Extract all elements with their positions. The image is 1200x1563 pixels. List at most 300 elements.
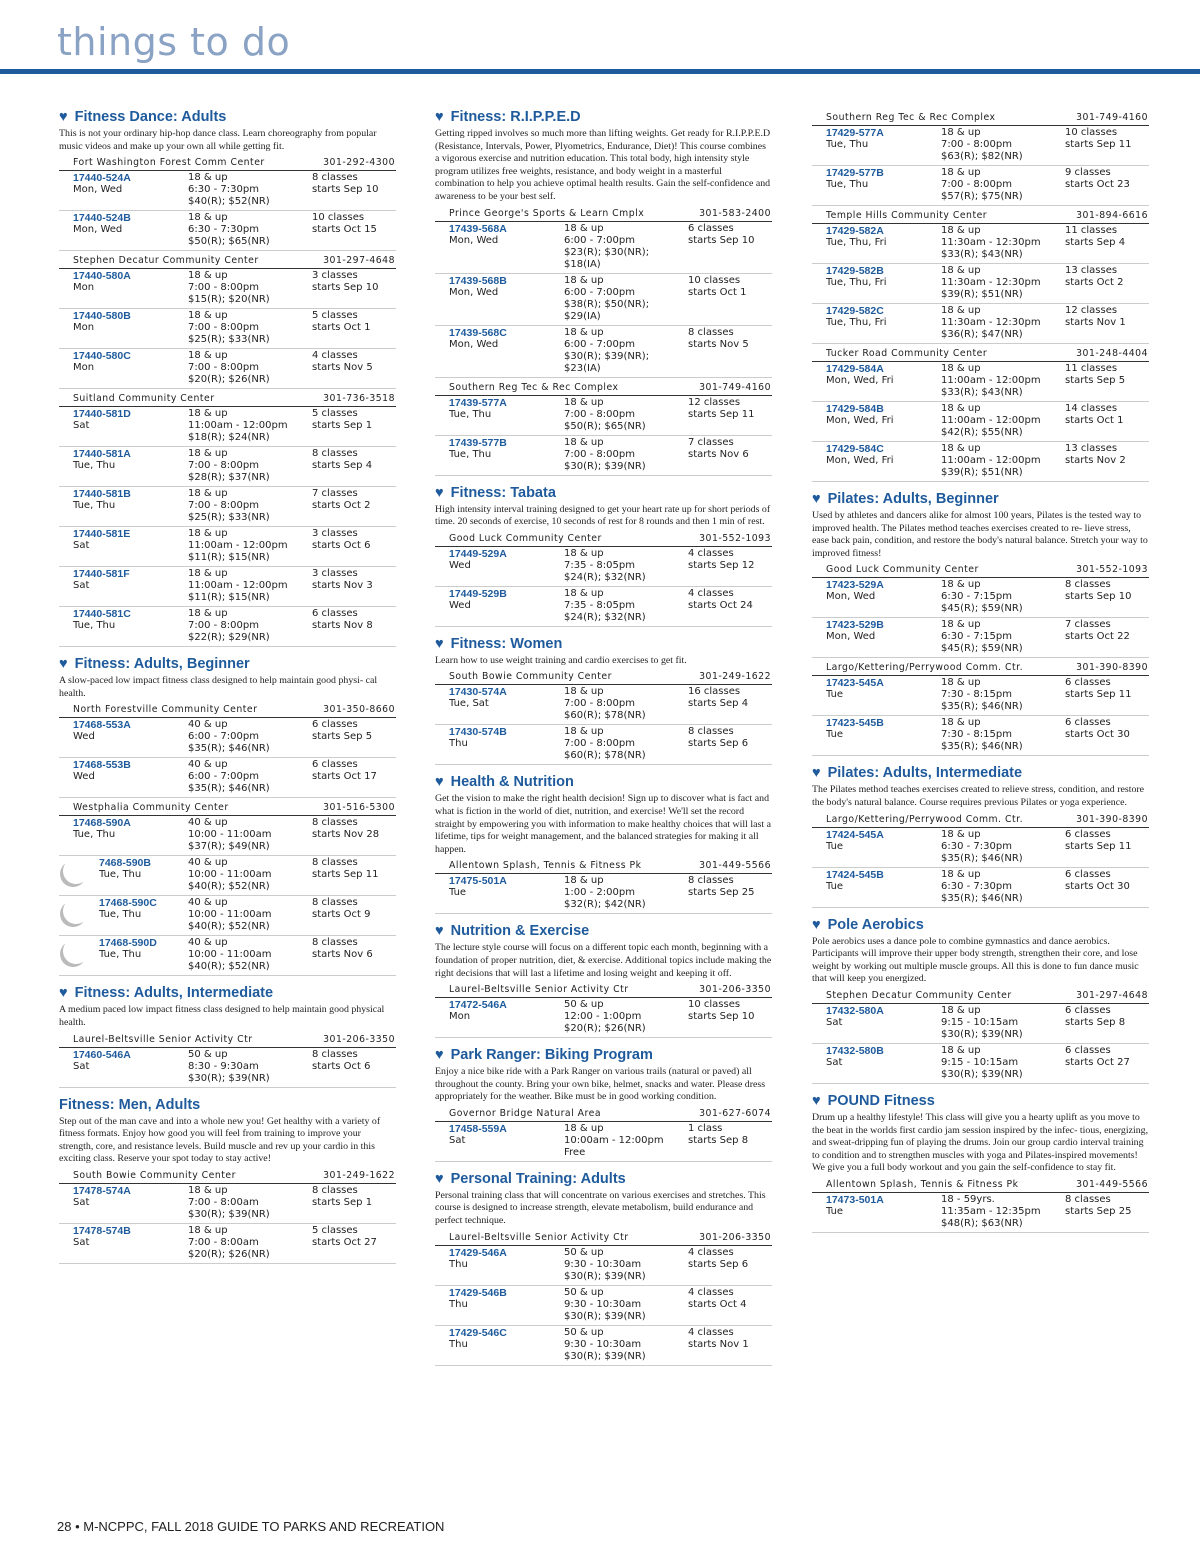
location-name: North Forestville Community Center [73,704,258,716]
class-details-cell [941,443,1065,479]
class-code[interactable]: 17429-546A [449,1246,507,1259]
class-count-cell [688,726,772,762]
class-days: Wed [449,599,471,611]
class-code[interactable]: 17468-590C [99,897,157,910]
table-row [59,1184,396,1224]
section-title-text: Pilates: Adults, Beginner [827,491,999,507]
class-count-cell [688,548,772,584]
class-time: 11:00am - 12:00pm [941,375,1041,386]
location-name: Tucker Road Community Center [826,348,988,359]
class-age: 18 & up [941,265,981,276]
class-details-cell [188,350,312,386]
class-days: Tue, Thu [73,460,116,472]
class-code[interactable]: 17440-581E [73,528,131,541]
class-count: 5 classes [312,408,358,420]
class-count-cell [312,212,396,248]
class-age: 18 & up [188,310,228,322]
class-count: 6 classes [1065,717,1111,729]
class-details-cell [941,363,1065,399]
class-code-cell [826,403,941,439]
class-count-cell [312,937,396,973]
class-code[interactable]: 17440-580B [73,310,131,323]
table-row [59,567,396,607]
class-details-cell [941,265,1065,301]
class-start: starts Sep 5 [312,731,373,743]
program-section [435,773,772,914]
class-count: 13 classes [1065,443,1118,454]
section-description: This is not your ordinary hip-hop dance class. Learn choreography from popular music videos and make up your own all while getting fit. [59,128,377,152]
class-start: starts Sep 11 [312,869,379,881]
class-time: 10:00 - 11:00am [188,949,272,961]
table-row [435,685,772,725]
class-start: starts Nov 2 [1065,455,1126,466]
class-code[interactable]: 17429-582A [826,225,884,237]
class-code[interactable]: 17468-590A [73,817,131,830]
class-count-cell [312,897,396,933]
class-code[interactable]: 17429-577B [826,167,884,179]
class-code-cell [826,579,941,615]
class-code-cell [449,275,564,323]
class-fee: $35(R); $46(NR) [941,741,1023,753]
class-days: Tue, Sat [449,698,489,710]
class-code-cell [826,869,941,905]
class-fee: $20(R); $26(NR) [564,1023,646,1035]
column-1 [59,108,396,1272]
table-row [59,349,396,389]
class-start: starts Sep 1 [312,1196,373,1208]
class-days: Mon [449,1011,471,1023]
class-code[interactable]: 17468-553A [73,719,131,732]
class-fee: $35(R); $46(NR) [188,783,270,795]
location-header [435,380,772,396]
class-count: 8 classes [688,326,734,338]
section-title-text: Pilates: Adults, Intermediate [827,765,1023,782]
class-age: 18 & up [564,875,604,887]
class-code[interactable]: 17449-529B [449,587,507,600]
location-phone: 301-249-1622 [699,671,771,683]
class-details-cell [941,1194,1065,1230]
table-row [59,856,396,896]
class-days: Tue, Thu [449,448,492,460]
class-count: 4 classes [688,1246,734,1258]
class-fee: $50(R); $65(NR) [564,420,646,432]
class-start: starts Sep 25 [688,887,755,899]
class-time: 7:00 - 8:00pm [188,282,259,294]
table-row [435,1326,772,1366]
class-age: 18 & up [941,868,981,880]
class-start: starts Oct 30 [1065,880,1130,892]
class-code[interactable]: 17429-584B [826,403,884,415]
class-code[interactable]: 17429-577A [826,127,884,139]
class-fee: $20(R); $26(NR) [188,374,270,386]
class-days: Tue, Thu, Fri [826,237,887,248]
class-days: Sat [73,540,90,552]
class-details-cell [564,437,688,473]
class-details-cell [564,548,688,584]
location-name: Suitland Community Center [73,393,215,405]
class-fee: $11(R); $15(NR) [188,552,270,564]
class-time: 7:00 - 8:00am [188,1196,259,1208]
class-time: 11:00am - 12:00pm [941,415,1041,426]
location-header [59,155,396,171]
class-days: Sat [73,1196,90,1208]
class-code[interactable]: 17430-574B [449,726,507,739]
class-start: starts Sep 4 [688,698,749,710]
class-code[interactable]: 17429-546C [449,1326,507,1339]
class-code[interactable]: 17468-553B [73,759,131,772]
table-row [812,126,1149,166]
class-code[interactable]: 17475-501A [449,875,507,888]
class-start: starts Oct 1 [1065,415,1124,426]
class-code-cell [826,167,941,203]
class-age: 18 & up [941,579,981,591]
class-count: 8 classes [1065,579,1111,591]
class-time: 6:00 - 7:00pm [564,286,635,298]
section-description: Enjoy a nice bike ride with a Park Ranger on various trails (natural or paved) all throughout the county. Bring your own bike, helmet, snacks and water. Please dress appropriately for the weather. Bike must be in good working condition. [435,1066,766,1103]
class-count: 14 classes [1065,403,1118,414]
class-count-cell [312,172,396,208]
class-code[interactable]: 17432-580A [826,1004,884,1017]
class-code[interactable]: 17430-574A [449,686,507,699]
location-header [812,346,1149,362]
class-code-cell [826,829,941,865]
section-description: Personal training class that will concentrate on various exercises and stretches. This course is designed to increase strength, elevate metabolism, build endurance and perfect technique. [435,1189,766,1227]
table-row [812,868,1149,908]
class-details-cell [564,275,688,323]
class-start: starts Nov 8 [312,620,373,632]
table-row [59,171,396,211]
class-count: 16 classes [688,686,741,698]
class-code[interactable]: 17478-574B [73,1224,131,1237]
class-days: Sat [73,420,90,432]
class-details-cell [564,327,688,375]
location-header [435,531,772,547]
class-age: 40 & up [188,719,228,731]
section-description: Used by athletes and dancers alike for almost 100 years, Pilates is the tested way to improved health. The Pilates method teaches exercises created to re- lieve stress, ease back pain, condition, and restore the body's natural balance. Stretch your way to improved fitness! [812,510,1148,559]
location-name: Stephen Decatur Community Center [73,255,259,267]
class-details-cell [564,1287,688,1323]
class-code[interactable]: 17472-546A [449,999,507,1012]
class-count-cell [312,608,396,644]
class-count: 5 classes [312,1224,358,1236]
class-count-cell [1065,443,1149,479]
class-count: 8 classes [688,875,734,887]
class-details-cell [564,999,688,1035]
section-description: Pole aerobics uses a dance pole to combine gymnastics and dance aerobics. Participants will improve their upper body strength, strengthen their core, and lose weight by working out multiple muscle groups. All this is done to fun dance music that will keep you energized. [812,935,1139,985]
class-count-cell [688,999,772,1035]
class-fee: $40(R); $52(NR) [188,961,270,973]
class-code-cell [449,875,564,911]
section-description: Step out of the man cave and into a whole new you! Get healthy with a variety of fitness formats. Enjoy how good you will feel from training to improve your strength, core, and resistance levels. Build muscle and rev up your cardio in this exciting class. Reserve your spot today to stay active! [59,1115,381,1165]
class-code[interactable]: 17439-568B [449,274,507,287]
table-row [812,578,1149,618]
class-code[interactable]: 17440-581C [73,608,131,621]
class-code[interactable]: 17440-581A [73,448,131,461]
class-fee: $48(R); $63(NR) [941,1217,1023,1229]
class-details-cell [188,310,312,346]
table-row [59,896,396,936]
class-fee: $18(R); $24(NR) [188,432,270,444]
table-row [435,998,772,1038]
section-title [812,490,1149,508]
class-code-cell [826,127,941,163]
class-details-cell [564,1247,688,1283]
class-count: 4 classes [688,1326,734,1338]
class-fee: $30(R); $39(NR) [564,1270,646,1282]
class-code[interactable]: 17440-524B [73,212,131,225]
table-row [59,607,396,647]
heart-icon: ♥ [812,765,821,782]
class-code[interactable]: 17423-529A [826,579,884,592]
class-code[interactable]: 17423-529B [826,619,884,632]
class-code[interactable]: 17439-568A [449,222,507,235]
section-title [59,1096,396,1114]
class-start: starts Sep 11 [688,408,755,420]
class-count-cell [688,327,772,375]
class-count: 8 classes [312,1048,358,1060]
class-age: 50 & up [564,1326,604,1338]
class-fee: $38(R); $50(NR); $29(IA) [564,298,650,322]
class-details-cell [941,1045,1065,1081]
class-days: Mon [73,282,95,294]
class-days: Thu [449,1298,468,1310]
class-start: starts Oct 22 [1065,631,1130,643]
class-count: 3 classes [312,528,358,540]
class-start: starts Nov 1 [1065,317,1126,328]
class-code[interactable]: 17429-582C [826,305,884,317]
class-code-cell [73,817,188,853]
class-count-cell [1065,403,1149,439]
class-time: 12:00 - 1:00pm [564,1011,642,1023]
class-code[interactable]: 17429-584A [826,363,884,375]
class-code-cell [826,1045,941,1081]
class-age: 18 & up [188,1224,228,1236]
class-code[interactable]: 17458-559A [449,1122,507,1135]
class-count-cell [1065,869,1149,905]
class-age: 18 & up [941,167,981,178]
class-code[interactable]: 17429-546B [449,1286,507,1299]
class-code[interactable]: 17424-545A [826,828,884,841]
location-header [435,1230,772,1246]
class-time: 7:00 - 8:00pm [188,500,259,512]
table-row [812,442,1149,482]
class-days: Thu [449,738,468,750]
section-description: Learn how to use weight training and cardio exercises to get fit. [435,654,687,666]
class-fee: $60(R); $78(NR) [564,710,646,722]
class-code[interactable]: 17439-568C [449,326,507,339]
heart-icon: ♥ [435,923,444,940]
class-code-cell [449,1123,564,1159]
location-header [812,562,1149,578]
class-code-cell [449,726,564,762]
class-count-cell [1065,363,1149,399]
class-code[interactable]: 17440-581F [73,568,130,581]
class-age: 18 & up [188,488,228,500]
class-code-cell [449,1287,564,1323]
program-section [59,655,396,976]
class-count-cell [1065,717,1149,753]
class-count: 4 classes [688,587,734,599]
class-age: 40 & up [188,897,228,909]
class-age: 18 & up [564,726,604,738]
class-fee: $63(R); $82(NR) [941,151,1023,162]
class-code-cell [826,265,941,301]
class-days: Tue [826,840,844,852]
class-start: starts Nov 5 [688,338,749,350]
class-count-cell [312,448,396,484]
class-code[interactable]: 17460-546A [73,1048,131,1061]
class-time: 7:00 - 8:00pm [941,179,1012,190]
class-start: starts Oct 1 [312,322,371,334]
class-time: 7:30 - 8:15pm [941,689,1012,701]
location-phone: 301-449-5566 [699,860,771,872]
class-count-cell [1065,225,1149,261]
class-details-cell [564,1123,688,1159]
location-header [812,660,1149,676]
class-details-cell [188,1049,312,1085]
class-fee: $28(R); $37(NR) [188,472,270,484]
class-time: 6:30 - 7:15pm [941,591,1012,603]
class-details-cell [188,172,312,208]
class-count: 7 classes [1065,619,1111,631]
class-time: 11:00am - 12:00pm [188,420,288,432]
class-code-cell [73,719,188,755]
class-time: 6:30 - 7:30pm [188,184,259,196]
class-days: Sat [449,1134,466,1146]
class-fee: $30(R); $39(NR) [941,1068,1023,1080]
page-footer: 28 • M-NCPPC, FALL 2018 GUIDE TO PARKS AND RECREATION [57,1519,445,1534]
class-count: 6 classes [1065,1044,1111,1056]
class-code[interactable]: 17440-581B [73,488,131,501]
section-title [59,984,396,1002]
class-count: 8 classes [312,172,358,184]
class-age: 18 & up [941,1044,981,1056]
location-name: Southern Reg Tec & Rec Complex [449,381,619,393]
class-code[interactable]: 17429-582B [826,265,884,277]
table-row [435,587,772,627]
class-count: 4 classes [688,547,734,559]
heart-icon: ♥ [59,656,68,673]
class-count: 10 classes [1065,127,1118,138]
class-time: 6:00 - 7:00pm [188,731,259,743]
location-name: Laurel-Beltsville Senior Activity Ctr [449,1231,629,1243]
class-days: Wed [73,731,95,743]
class-time: 7:35 - 8:05pm [564,599,635,611]
class-code[interactable]: 17478-574A [73,1184,131,1197]
heart-icon: ♥ [435,109,444,125]
location-phone: 301-350-8660 [323,704,395,716]
class-count: 5 classes [312,310,358,322]
location-phone: 301-206-3350 [699,1231,771,1243]
class-code[interactable]: 17468-590D [99,937,157,950]
class-code[interactable]: 17429-584C [826,443,884,455]
class-count-cell [1065,619,1149,655]
location-phone: 301-736-3518 [323,393,395,405]
class-count: 1 class [688,1122,723,1134]
class-start: starts Sep 8 [1065,1016,1126,1028]
class-age: 18 & up [188,172,228,184]
class-count: 8 classes [312,937,358,949]
class-age: 18 & up [564,686,604,698]
column-2 [435,108,772,1374]
class-time: 1:00 - 2:00pm [564,887,635,899]
location-name: Fort Washington Forest Comm Center [73,157,265,169]
class-code[interactable]: 17439-577B [449,436,507,449]
class-count-cell [312,568,396,604]
class-code-cell [826,619,941,655]
class-age: 18 & up [941,1004,981,1016]
table-row [59,816,396,856]
class-details-cell [941,579,1065,615]
class-count-cell [688,1123,772,1159]
table-row [59,718,396,758]
class-code[interactable]: 17439-577A [449,396,507,409]
class-days: Wed [73,771,95,783]
class-code-cell [73,408,188,444]
class-code[interactable]: 17432-580B [826,1044,884,1057]
location-phone: 301-552-1093 [1076,564,1148,576]
class-code[interactable]: 17424-545B [826,868,884,881]
class-fee: $11(R); $15(NR) [188,592,270,604]
table-row [812,828,1149,868]
class-code[interactable]: 17423-545B [826,717,884,730]
class-count: 6 classes [688,222,734,234]
location-name: Largo/Kettering/Perrywood Comm. Ctr. [826,813,1024,825]
class-time: 7:00 - 8:00pm [941,139,1012,150]
location-header [435,1106,772,1122]
class-time: 11:35am - 12:35pm [941,1205,1041,1217]
class-start: starts Oct 6 [312,540,371,552]
class-details-cell [564,588,688,624]
class-count: 6 classes [1065,677,1111,689]
class-start: starts Oct 30 [1065,729,1130,741]
heart-icon: ♥ [812,916,821,933]
class-code-cell [449,223,564,271]
class-code[interactable]: 17440-580C [73,350,131,363]
class-start: starts Sep 25 [1065,1205,1132,1217]
class-count: 6 classes [312,608,358,620]
class-code[interactable]: 17473-501A [826,1193,884,1206]
class-fee: $40(R); $52(NR) [188,881,270,893]
location-name: Prince George's Sports & Learn Cmplx [449,207,645,219]
class-code[interactable]: 17440-580A [73,270,131,283]
class-details-cell [564,397,688,433]
class-count-cell [312,719,396,755]
class-fee: $30(R); $39(NR) [188,1072,270,1084]
location-phone: 301-749-4160 [699,381,771,393]
section-title-text: Nutrition & Exercise [450,923,590,940]
class-time: 10:00 - 11:00am [188,909,272,921]
class-count-cell [312,350,396,386]
class-code[interactable]: 17449-529A [449,547,507,560]
class-age: 18 & up [564,222,604,234]
class-code[interactable]: 17423-545A [826,677,884,690]
class-age: 18 & up [188,212,228,224]
heart-icon: ♥ [435,635,444,652]
curl-mark [63,898,89,924]
class-count-cell [1065,1194,1149,1230]
class-code-cell [73,1225,188,1261]
class-time: 6:30 - 7:30pm [941,880,1012,892]
class-code[interactable]: 7468-590B [99,857,151,870]
class-time: 11:30am - 12:30pm [941,317,1041,328]
program-section [435,1046,772,1162]
location-header [59,253,396,269]
class-details-cell [188,817,312,853]
class-code[interactable]: 17440-581D [73,408,131,421]
class-code[interactable]: 17440-524A [73,172,131,185]
location-name: Good Luck Community Center [449,532,602,544]
